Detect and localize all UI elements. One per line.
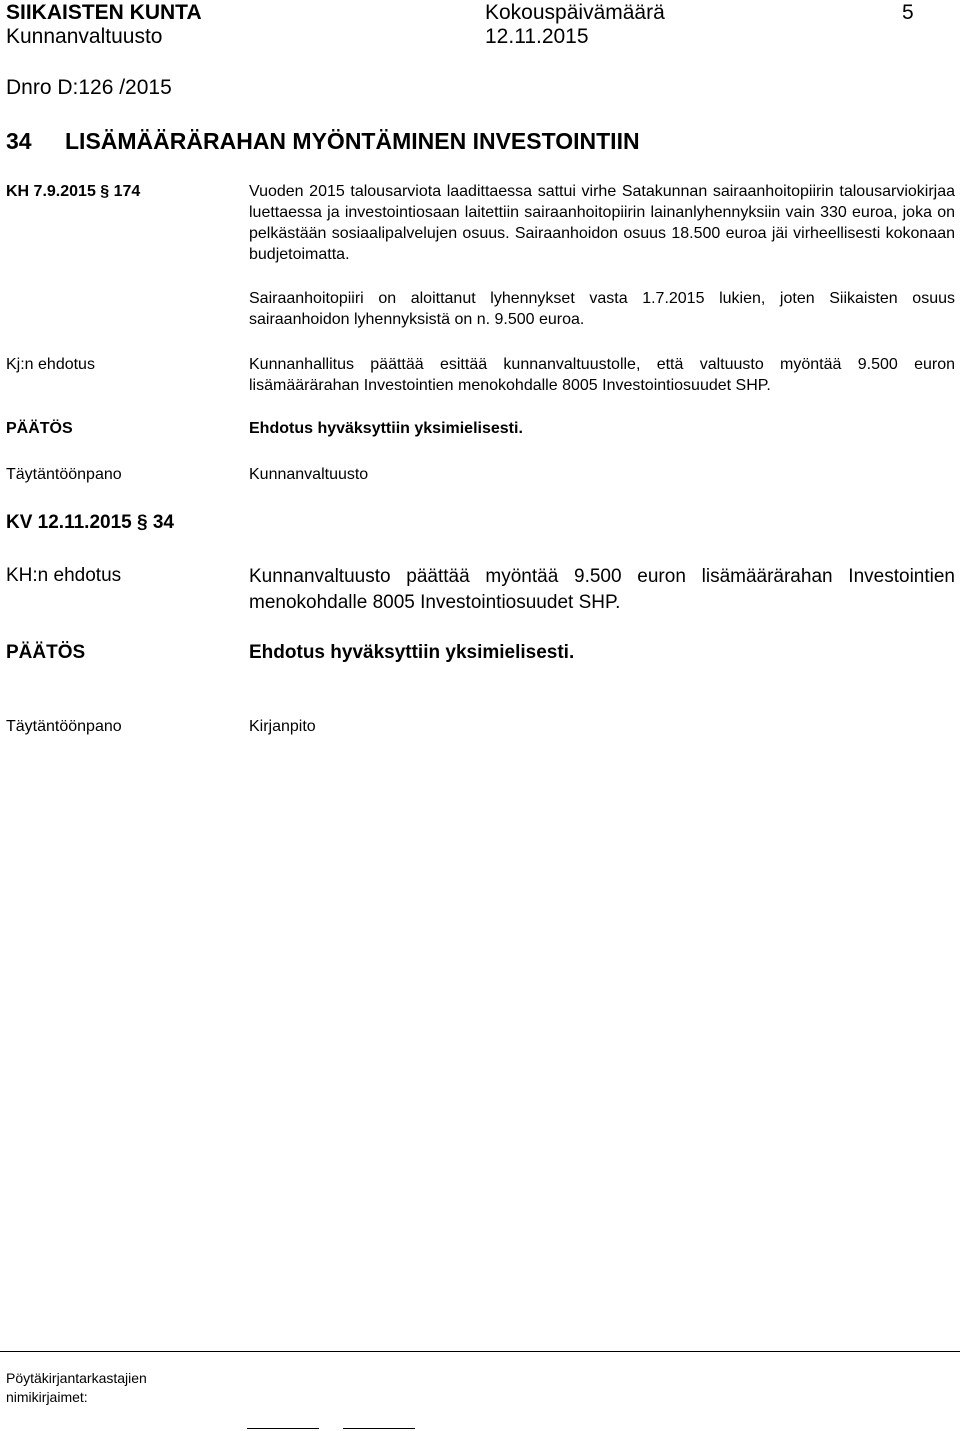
footer-label: Pöytäkirjantarkastajien nimikirjaimet: (6, 1370, 147, 1405)
kh-decision-label: PÄÄTÖS (6, 420, 73, 437)
kh-paragraph-2: Sairaanhoitopiiri on aloittanut lyhennykset vasta 1.7.2015 lukien, joten Siikaisten osuus sairaanhoidon lyhennyksistä on n. 9.500 euroa. (249, 290, 955, 328)
kh-execution-label: Täytäntöönpano (6, 466, 122, 483)
footer-divider (0, 1351, 960, 1352)
kv-proposal-label: KH:n ehdotus (6, 565, 122, 586)
body-name: Kunnanvaltuusto (6, 25, 163, 48)
kh-proposal-label: Kj:n ehdotus (6, 356, 95, 373)
kv-proposal-text: Kunnanvaltuusto päättää myöntää 9.500 euron lisämäärärahan Investointien menokohdalle 8005 Investointiosuudet SHP. (249, 566, 955, 613)
kv-reference: KV 12.11.2015 § 34 (6, 512, 174, 533)
page-number: 5 (902, 1, 914, 24)
section-title: LISÄMÄÄRÄRAHAN MYÖNTÄMINEN INVESTOINTIIN (65, 128, 640, 154)
kh-reference: KH 7.9.2015 § 174 (6, 183, 141, 200)
signature-line-1 (247, 1428, 319, 1429)
kv-execution-label: Täytäntöönpano (6, 718, 122, 735)
organization-name: SIIKAISTEN KUNTA (6, 1, 202, 24)
kh-paragraph-1: Vuoden 2015 talousarviota laadittaessa sattui virhe Satakunnan sairaanhoitopiirin talousarviokirjaa luettaessa ja investointiosaan laitettiin sairaanhoitopiirin lainanlyhennyksiin vain 330 euroa, joka on pelkästään sosiaalipalvelujen osuus. Sairaanhoidon osuus 18.500 euroa jäi virheellisesti kokonaan budjetoimatta. (249, 183, 955, 263)
kh-execution-text: Kunnanvaltuusto (249, 466, 369, 483)
kh-proposal-text: Kunnanhallitus päättää esittää kunnanvaltuustolle, että valtuusto myöntää 9.500 euron lisämäärärahan Investointien menokohdalle 8005 Investointiosuudet SHP. (249, 356, 955, 394)
signature-line-2 (343, 1428, 415, 1429)
dnro: Dnro D:126 /2015 (6, 76, 172, 99)
section-number: 34 (6, 128, 32, 154)
kv-decision-label: PÄÄTÖS (6, 642, 86, 663)
kv-execution-text: Kirjanpito (249, 718, 316, 735)
kh-decision-text: Ehdotus hyväksyttiin yksimielisesti. (249, 420, 523, 437)
kv-decision-text: Ehdotus hyväksyttiin yksimielisesti. (249, 642, 575, 663)
date-label: Kokouspäivämäärä (485, 1, 665, 24)
meeting-date: 12.11.2015 (485, 25, 589, 48)
